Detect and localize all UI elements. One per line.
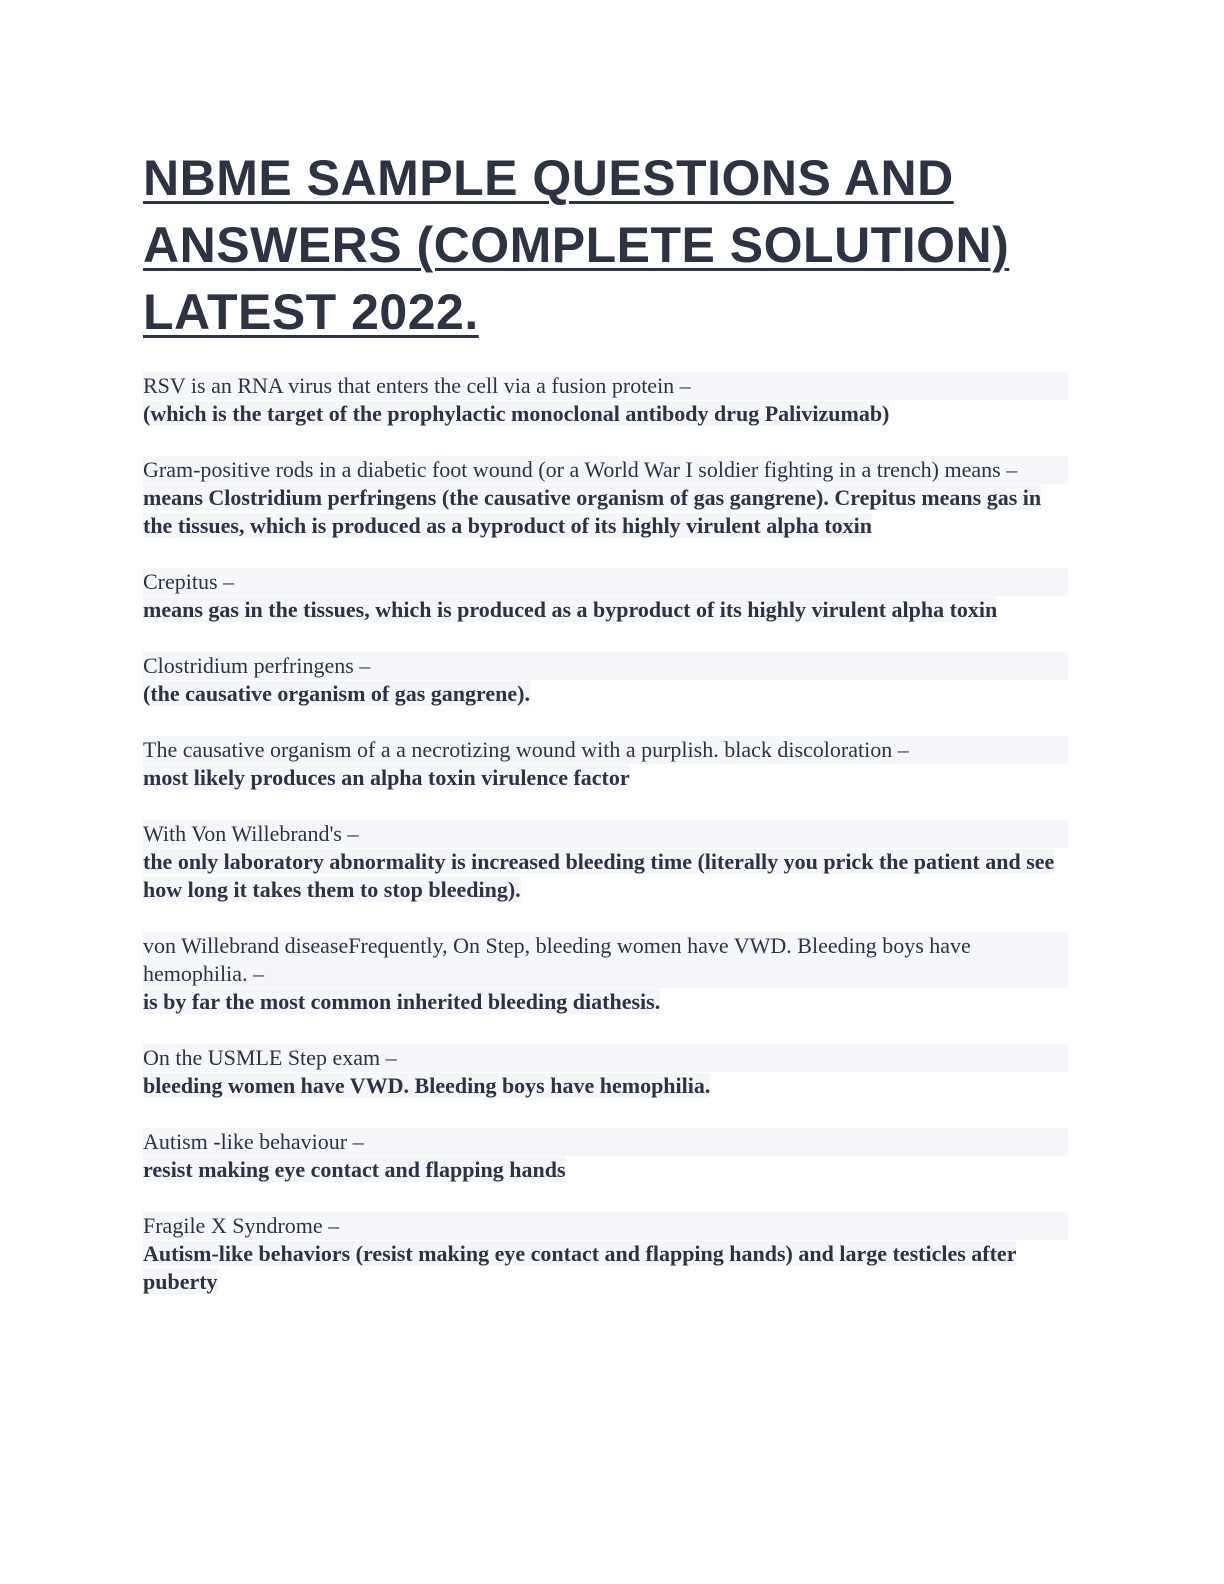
qa-item <box>143 456 1068 540</box>
question-text: With Von Willebrand's – <box>143 820 1068 848</box>
qa-item <box>143 932 1068 1016</box>
question-text: The causative organism of a a necrotizing wound with a purplish. black discoloration – <box>143 736 1068 764</box>
answer-text: is by far the most common inherited bleeding diathesis. <box>143 989 661 1014</box>
question-text: Crepitus – <box>143 568 1068 596</box>
question-text: Clostridium perfringens – <box>143 652 1068 680</box>
qa-item <box>143 568 1068 624</box>
question-text: Autism -like behaviour – <box>143 1128 1068 1156</box>
qa-item <box>143 1044 1068 1100</box>
question-text: RSV is an RNA virus that enters the cell via a fusion protein – <box>143 372 1068 400</box>
answer-text: the only laboratory abnormality is increased bleeding time (literally you prick the patient and see how long it takes them to stop bleeding). <box>143 849 1055 902</box>
answer-text: most likely produces an alpha toxin virulence factor <box>143 765 630 790</box>
answer-text: means gas in the tissues, which is produced as a byproduct of its highly virulent alpha toxin <box>143 597 998 622</box>
answer-text: (the causative organism of gas gangrene). <box>143 681 530 706</box>
answer-text: resist making eye contact and flapping hands <box>143 1157 566 1182</box>
qa-item <box>143 1212 1068 1296</box>
answer-text: means Clostridium perfringens (the causative organism of gas gangrene). Crepitus means gas in the tissues, which is produced as a byproduct of its highly virulent alpha toxin <box>143 485 1042 538</box>
question-text: von Willebrand diseaseFrequently, On Step, bleeding women have VWD. Bleeding boys have hemophilia. – <box>143 932 1068 988</box>
qa-list <box>143 372 1068 1324</box>
question-text: Gram-positive rods in a diabetic foot wound (or a World War I soldier fighting in a trench) means – <box>143 456 1068 484</box>
qa-item <box>143 736 1068 792</box>
qa-item <box>143 1128 1068 1184</box>
document-title: NBME SAMPLE QUESTIONS AND ANSWERS (COMPLETE SOLUTION) LATEST 2022. <box>143 150 1010 340</box>
qa-item <box>143 652 1068 708</box>
answer-text: Autism-like behaviors (resist making eye contact and flapping hands) and large testicles after puberty <box>143 1241 1017 1294</box>
question-text: Fragile X Syndrome – <box>143 1212 1068 1240</box>
answer-text: bleeding women have VWD. Bleeding boys have hemophilia. <box>143 1073 711 1098</box>
qa-item <box>143 372 1068 428</box>
question-text: On the USMLE Step exam – <box>143 1044 1068 1072</box>
qa-item <box>143 820 1068 904</box>
answer-text: (which is the target of the prophylactic monoclonal antibody drug Palivizumab) <box>143 401 890 426</box>
